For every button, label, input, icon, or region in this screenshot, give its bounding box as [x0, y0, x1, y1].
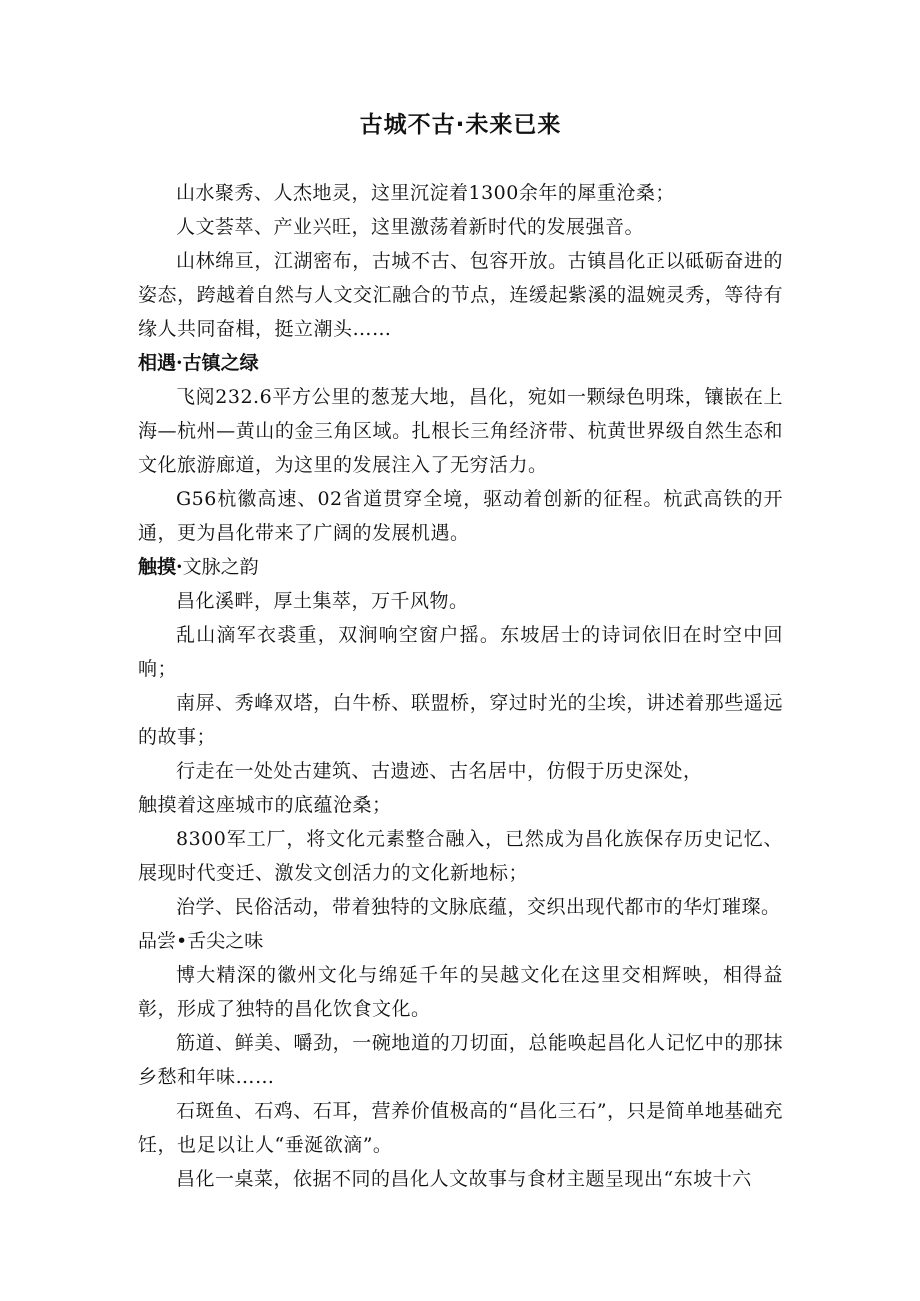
intro-paragraph-2: 人文荟萃、产业兴旺，这里激荡着新时代的发展强音。 — [176, 216, 645, 238]
section2-walk-line-1: 行走在一处处古建筑、古遗迹、古名居中，仿假于历史深处， — [176, 760, 703, 782]
section3-paragraph-4: 昌化一桌菜，依据不同的昌化人文故事与食材主题呈现出“东坡十六 — [176, 1168, 752, 1190]
section2-paragraph-1: 昌化溪畔，厚土集萃，万千风物。 — [176, 590, 469, 612]
document-title: 古城不古·未来已来 — [359, 112, 562, 138]
section2-paragraph-2: 乱山滴军衣裘重，双涧响空窗户摇。东坡居士的诗词依旧在时空中回响； — [138, 624, 783, 680]
section1-paragraph-2: G56杭徽高速、02省道贯穿全境，驱动着创新的征程。杭武高铁的开通，更为昌化带来了广阔的发展机遇。 — [138, 488, 783, 544]
section-heading-touch-sub: 文脉之韵 — [182, 556, 259, 578]
section-heading-touch-main: 触摸· — [138, 556, 183, 578]
section3-paragraph-2: 筋道、鲜美、嚼劲，一碗地道的刀切面，总能唤起昌化人记忆中的那抹乡愁和年味…… — [138, 1032, 783, 1088]
section-heading-touch — [138, 550, 783, 584]
section2-paragraph-3: 南屏、秀峰双塔，白牛桥、联盟桥，穿过时光的尘埃，讲述着那些遥远的故事； — [138, 692, 783, 748]
section-heading-taste: 品尝•舌尖之味 — [138, 930, 264, 952]
section3-paragraph-3: 石斑鱼、石鸡、石耳，营养价值极高的“昌化三石”，只是简单地基础充饪，也足以让人“垂涎欲滴”。 — [138, 1100, 783, 1156]
section-heading-encounter: 相遇·古镇之绿 — [138, 352, 259, 374]
document-page — [138, 110, 783, 1196]
section3-paragraph-1: 博大精深的徽州文化与绵延千年的吴越文化在这里交相辉映，相得益彰，形成了独特的昌化饮食文化。 — [138, 964, 783, 1020]
section2-paragraph-5: 治学、民俗活动，带着独特的文脉底蕴，交织出现代都市的华灯璀璨。 — [176, 896, 781, 918]
section2-paragraph-4: 8300军工厂，将文化元素整合融入，已然成为昌化族保存历史记忆、展现时代变迁、激发文创活力的文化新地标； — [138, 828, 783, 884]
section2-walk-line-2: 触摸着这座城市的底蕴沧桑； — [138, 794, 392, 816]
section1-paragraph-1: 飞阅232.6平方公里的葱茏大地，昌化，宛如一颗绿色明珠，镶嵌在上海—杭州—黄山的金三角区域。扎根长三角经济带、杭黄世界级自然生态和文化旅游廊道，为这里的发展注入了无穷活力。 — [138, 386, 783, 476]
intro-paragraph-1: 山水聚秀、人杰地灵，这里沉淀着1300余年的犀重沧桑； — [176, 182, 675, 204]
intro-paragraph-3: 山林绵亘，江湖密布，古城不古、包容开放。古镇昌化正以砥砺奋进的姿态，跨越着自然与人文交汇融合的节点，连缓起紫溪的温婉灵秀，等待有缘人共同奋楫，挺立潮头…… — [138, 250, 783, 340]
